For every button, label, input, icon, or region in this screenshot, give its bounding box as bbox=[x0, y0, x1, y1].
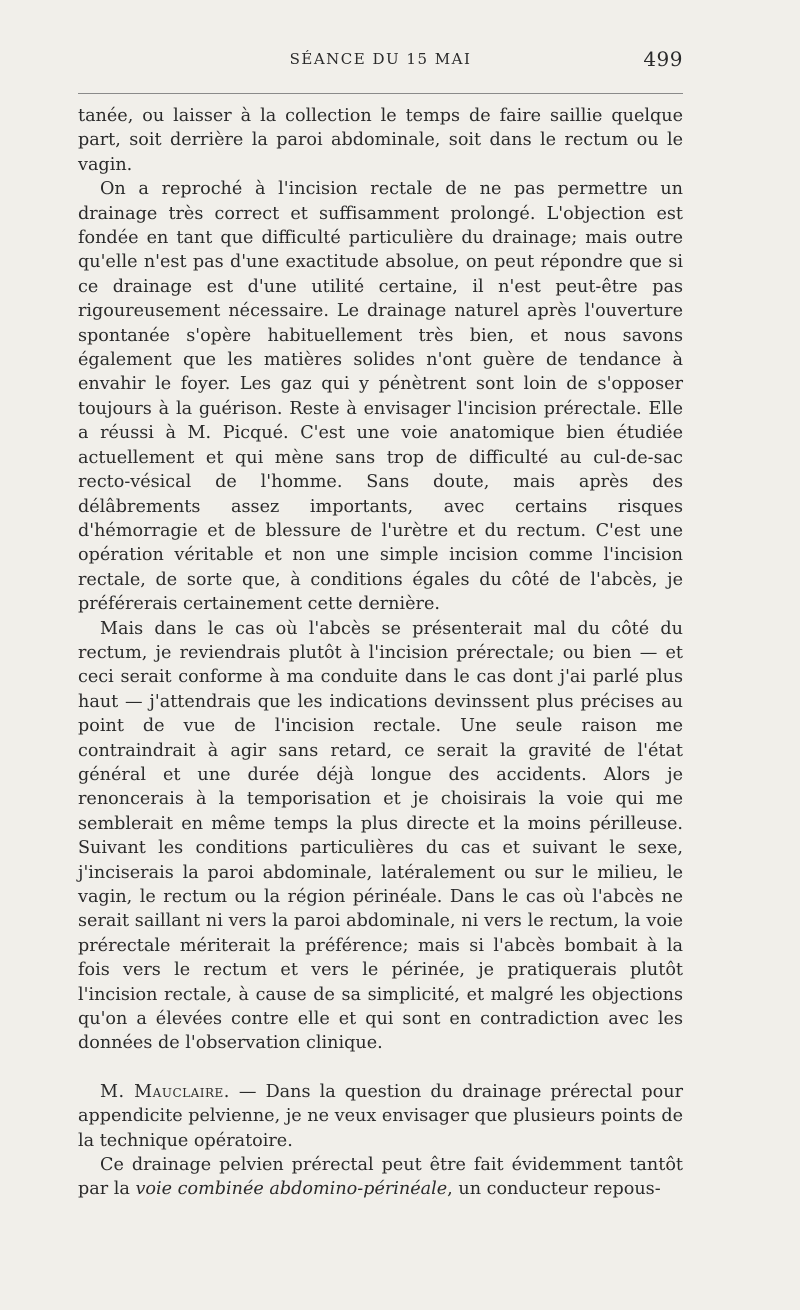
speaker-name: M. Mauclaire. bbox=[100, 1081, 230, 1102]
drainage-tail: , un conducteur repous- bbox=[447, 1179, 661, 1200]
body-text bbox=[78, 104, 683, 1202]
running-head bbox=[78, 47, 683, 72]
paragraph-objection: On a reproché à l'incision rectale de ne pas permettre un drainage très correct et suffisamment prolongé. L'objection est fondée en tant que difficulté particulière du drainage; mais outre qu'elle n'est pas d'une exactitude absolue, on peut répondre que si ce drainage est d'une utilité certaine, il n'est peut-être pas rigoureusement nécessaire. Le drainage naturel après l'ouverture spontanée s'opère habituellement très bien, et nous savons également que les matières solides n'ont guère de tendance à envahir le foyer. Les gaz qui y pénètrent sont loin de s'opposer toujours à la guérison. Reste à envisager l'incision prérectale. Elle a réussi à M. Picqué. C'est une voie anatomique bien étudiée actuellement et qui mène sans trop de difficulté au cul-de-sac recto-vésical de l'homme. Sans doute, mais après des délâbrements assez importants, avec certains risques d'hémorragie et de blessure de l'urètre et du rectum. C'est une opération véritable et non une simple incision comme l'incision rectale, de sorte que, à conditions égales du côté de l'abcès, je préférerais certainement cette dernière. bbox=[78, 179, 683, 615]
paragraph-mauclaire bbox=[78, 1080, 683, 1153]
running-title: SÉANCE DU 15 MAI bbox=[289, 50, 472, 68]
page-number: 499 bbox=[643, 47, 683, 71]
paragraph-alternatives: Mais dans le cas où l'abcès se présenterait mal du côté du rectum, je reviendrais plutôt à l'incision prérectale; ou bien — et ceci serait conforme à ma conduite dans le cas dont j'ai parlé plus haut — j'attendrais que les indications devinssent plus précises au point de vue de l'incision rectale. Une seule raison me contraindrait à agir sans retard, ce serait la gravité de l'état général et une durée déjà longue des accidents. Alors je renoncerais à la temporisation et je choisirais la voie qui me semblerait en même temps la plus directe et la moins périlleuse. Suivant les conditions particulières du cas et suivant le sexe, j'inciserais la paroi abdominale, latéralement ou sur le milieu, le vagin, le rectum ou la région périnéale. Dans le cas où l'abcès ne serait saillant ni vers la paroi abdominale, ni vers le rectum, la voie prérectale mériterait la préférence; mais si l'abcès bombait à la fois vers le rectum et vers le périnée, je pratiquerais plutôt l'incision rectale, à cause de sa simplicité, et malgré les objections qu'on a élevées contre elle et qui sont en contradiction avec les données de l'observation clinique. bbox=[78, 618, 683, 1054]
paragraph-drainage bbox=[78, 1153, 683, 1202]
drainage-lead: Ce drainage pelvien prérectal peut être fait évidemment tantôt par la bbox=[78, 1155, 683, 1200]
paragraph-continuation: tanée, ou laisser à la collection le temps de faire saillie quelque part, soit derrière la paroi abdominale, soit dans le rectum ou le vagin. bbox=[78, 106, 683, 175]
speaker-text: — Dans la question du drainage prérectal pour appendicite pelvienne, je ne veux envisager que plusieurs points de la technique opératoire. bbox=[78, 1081, 683, 1151]
header-rule bbox=[78, 93, 683, 94]
drainage-italic: voie combinée abdomino-périnéale bbox=[135, 1179, 448, 1200]
